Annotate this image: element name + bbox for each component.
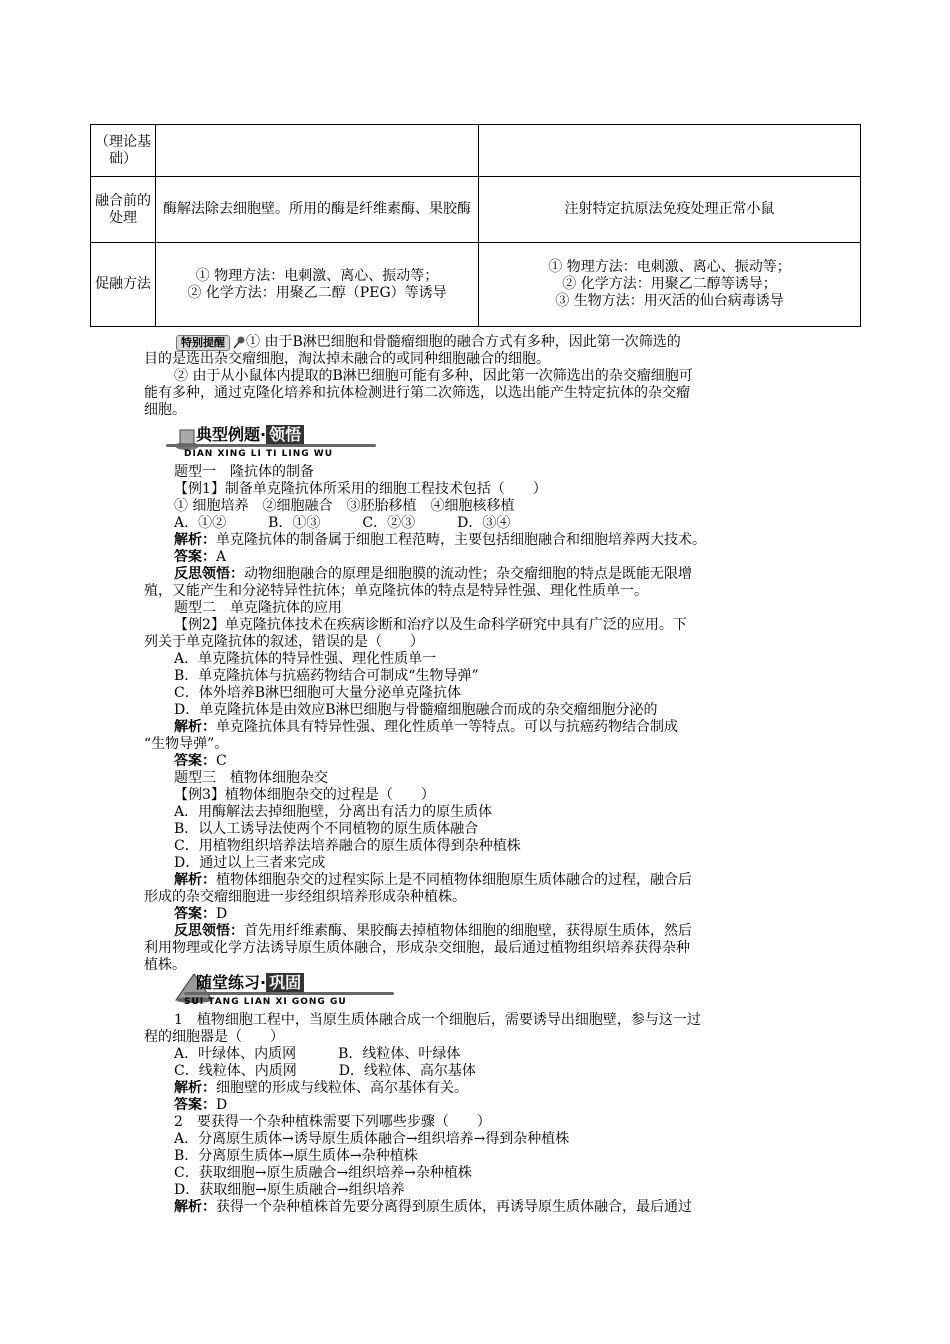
example-options: ① 细胞培养 ②细胞融合 ③胚胎移植 ④细胞核移植 — [174, 498, 515, 514]
row-label-pretreatment: 融合前的处理 — [91, 177, 156, 243]
option-a: A．分离原生质体→诱导原生质体融合→组织培养→得到杂种植株 — [174, 1131, 570, 1147]
section-banner-examples — [144, 424, 808, 464]
list-item: ② 化学方法：用聚乙二醇（PEG）等诱导 — [187, 284, 447, 301]
option-b: B．分离原生质体→原生质体→杂种植株 — [174, 1148, 418, 1164]
example-question: 【例2】单克隆抗体技术在疾病诊断和治疗以及生命科学研究中具有广泛的应用。下 — [174, 617, 687, 633]
analysis: 解析：细胞壁的形成与线粒体、高尔基体有关。 — [174, 1080, 468, 1096]
option-a: A．用酶解法去掉细胞壁，分离出有活力的原生质体 — [174, 804, 493, 820]
option-b: B．以人工诱导法使两个不同植物的原生质体融合 — [174, 821, 479, 837]
option-c: C．获取细胞→原生质融合→组织培养→杂种植株 — [174, 1165, 472, 1181]
practice-question-cont: 程的细胞器是（ ） — [144, 1029, 284, 1045]
cell-animal-fusion-method — [479, 243, 861, 327]
reflection-cont: 植株。 — [144, 957, 186, 973]
options-ab: A．叶绿体、内质网 B．线粒体、叶绿体 — [174, 1046, 461, 1062]
cell-animal-theory — [479, 125, 861, 177]
examples-section — [144, 424, 808, 974]
tip-badge: 特别提醒 — [176, 335, 230, 351]
cell-animal-pretreatment: 注射特定抗原法免疫处理正常小鼠 — [479, 177, 861, 243]
cell-plant-theory — [156, 125, 479, 177]
question-type-heading: 题型三 植物体细胞杂交 — [174, 770, 328, 786]
question-type-heading: 题型二 单克隆抗体的应用 — [174, 600, 342, 616]
option-d: D．通过以上三者来完成 — [174, 855, 326, 871]
practice-question: 1 植物细胞工程中，当原生质体融合成一个细胞后，需要诱导出细胞壁，参与这一过 — [174, 1012, 701, 1028]
row-label-fusion-method: 促融方法 — [91, 243, 156, 327]
answer: 答案：C — [174, 753, 227, 769]
list-item: ③ 生物方法：用灭活的仙台病毒诱导 — [555, 293, 784, 309]
analysis: 解析：获得一个杂种植株首先要分离得到原生质体，再诱导原生质体融合，最后通过 — [174, 1199, 692, 1215]
answer: 答案：A — [174, 549, 227, 565]
example-question: 【例3】植物体细胞杂交的过程是（ ） — [174, 787, 435, 803]
list-item: ① 物理方法：电刺激、离心、振动等； — [548, 259, 791, 275]
option-a: A．单克隆抗体的特异性强、理化性质单一 — [174, 651, 437, 667]
example-question-cont: 列关于单克隆抗体的叙述，错误的是（ ） — [144, 634, 424, 650]
tip-line: 目的是选出杂交瘤细胞，淘汰掉未融合的或同种细胞融合的细胞。 — [144, 351, 550, 367]
option-b: B．单克隆抗体与抗癌药物结合可制成“生物导弹” — [174, 668, 479, 684]
reflection-cont: 利用物理或化学方法诱导原生质体融合，形成杂交细胞，最后通过植物组织培养获得杂种 — [144, 940, 690, 956]
section-banner-practice — [144, 972, 808, 1012]
analysis: 解析：单克隆抗体的制备属于细胞工程范畴，主要包括细胞融合和细胞培养两大技术。 — [174, 532, 706, 548]
tip-line: 能有多种，通过克隆化培养和抗体检测进行第二次筛选，以选出能产生特定抗体的杂交瘤 — [144, 385, 690, 401]
analysis: 解析：单克隆抗体具有特异性强、理化性质单一等特点。可以与抗癌药物结合制成 — [174, 719, 678, 735]
cell-plant-pretreatment: 酶解法除去细胞壁。所用的酶是纤维素酶、果胶酶 — [156, 177, 479, 243]
option-d: D．获取细胞→原生质融合→组织培养 — [174, 1182, 405, 1198]
option-d: D．单克隆抗体是由效应B淋巴细胞与骨髓瘤细胞融合而成的杂交瘤细胞分泌的 — [174, 702, 658, 718]
analysis-cont: “生物导弹”。 — [144, 736, 229, 752]
tip-line: 细胞。 — [144, 402, 186, 418]
row-label-theory: （理论基础） — [91, 125, 156, 177]
reflection-cont: 殖，又能产生和分泌特异性抗体；单克隆抗体的特点是特异性强、理化性质单一。 — [144, 583, 648, 599]
section-pinyin: SUI TANG LIAN XI GONG GU — [184, 997, 347, 1007]
tip-line: ① 由于B淋巴细胞和骨髓瘤细胞的融合方式有多种，因此第一次筛选的 — [246, 334, 681, 350]
tip-block — [144, 334, 808, 419]
analysis-cont: 形成的杂交瘤细胞进一步经组织培养形成杂种植株。 — [144, 889, 466, 905]
table-row — [91, 177, 861, 243]
section-title: 随堂练习· 巩固 — [196, 974, 304, 991]
practice-question: 2 要获得一个杂种植株需要下列哪些步骤（ ） — [174, 1114, 491, 1130]
list-item: ② 化学方法：用聚乙二醇等诱导； — [562, 276, 777, 292]
comparison-table — [90, 124, 861, 327]
pushpin-icon — [232, 335, 246, 349]
option-c: C．用植物组织培养法培养融合的原生质体得到杂种植株 — [174, 838, 521, 854]
cell-plant-fusion-method — [156, 243, 479, 327]
example-choices: A．①② B．①③ C．②③ D．③④ — [174, 515, 511, 531]
question-type-heading: 题型一 隆抗体的制备 — [174, 464, 314, 480]
section-pinyin: DIAN XING LI TI LING WU — [184, 449, 333, 459]
reflection: 反思领悟：首先用纤维素酶、果胶酶去掉植物体细胞的细胞壁，获得原生质体，然后 — [174, 923, 692, 939]
list-item: ① 物理方法：电刺激、离心、振动等； — [195, 267, 439, 284]
table-row — [91, 125, 861, 177]
answer: 答案：D — [174, 1097, 228, 1113]
tip-line: ② 由于从小鼠体内提取的B淋巴细胞可能有多种，因此第一次筛选出的杂交瘤细胞可 — [174, 368, 693, 384]
option-c: C．体外培养B淋巴细胞可大量分泌单克隆抗体 — [174, 685, 461, 701]
example-question: 【例1】制备单克隆抗体所采用的细胞工程技术包括（ ） — [174, 481, 547, 497]
section-title: 典型例题· 领悟 — [196, 426, 304, 443]
reflection: 反思领悟：动物细胞融合的原理是细胞膜的流动性；杂交瘤细胞的特点是既能无限增 — [174, 566, 692, 582]
answer: 答案：D — [174, 906, 228, 922]
table-row — [91, 243, 861, 327]
analysis: 解析：植物体细胞杂交的过程实际上是不同植物体细胞原生质体融合的过程，融合后 — [174, 872, 692, 888]
options-cd: C．线粒体、内质网 D．线粒体、高尔基体 — [174, 1063, 476, 1079]
practice-section — [144, 972, 808, 1216]
